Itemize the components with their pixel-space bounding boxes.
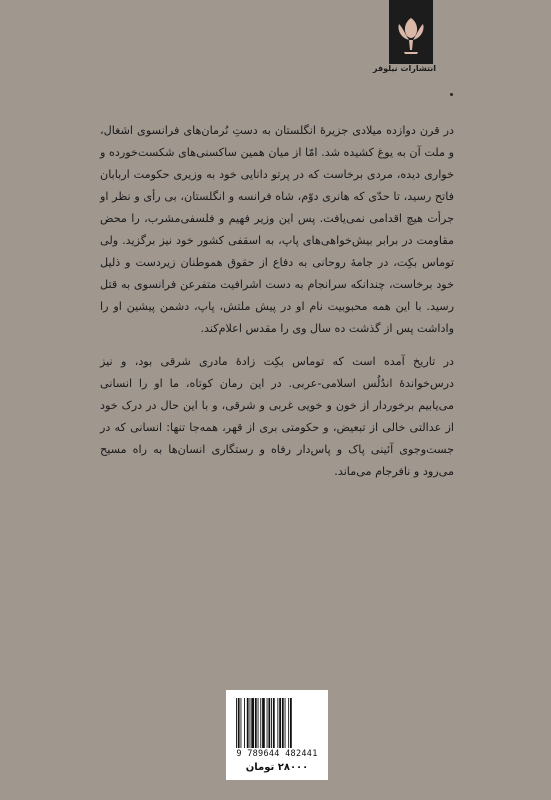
- barcode-icon: [234, 698, 320, 750]
- isbn-number: 9 789644 482441: [236, 749, 318, 759]
- blurb-text: [100, 120, 454, 483]
- blurb-paragraph-2: در تاریخ آمده است که توماس بکِت زادهٔ مادری شرقی بود، و نیز درس‌خواندهٔ اندُلُس اسلامی-عربی. در این رمان کوتاه، ما او را انسانی می‌یابیم برخوردار از خون و خویی غربی و شرقی، و با این حال در درک خود از عدالتی خالی از تبعیض، و حکومتی بری از قهر، همه‌جا تنها: انسانی که در جست‌وجوی آئینی پاک و پاس‌دار رفاه و رستگاری انسان‌ها به راه مسیح می‌رود و نافرجام می‌ماند.: [100, 355, 454, 478]
- lotus-logo-icon: [389, 0, 433, 64]
- publisher-name: انتشارات نیلوفر: [372, 64, 436, 73]
- blurb-paragraph-1: در قرن دوازده میلادی جزیرهٔ انگلستان به دستِ نُرمان‌های فرانسوی اشغال، و ملت آن به یوغ کشیده شد. امّا از میان همین ساکسنی‌های شکست‌خورده و خواری دیده، مردی برخاست که در پرتو دانایی خود به وزیری حکومت اربابان فاتح رسید، تا حدّی که هانری دوّم، شاه فرانسه و انگلستان، بی رأی و نظر او جرأت هیچ اقدامی نمی‌یافت. پس این وزیر فهیم و فلسفی‌مشرب، را محض مقاومت در برابر بیش‌خواهی‌های پاپ، به اسقفی کشور خود نیز برگزید. ولی توماس بکِت، در جامهٔ روحانی به دفاع از حقوق هموطنان زیردست و ذلیل خود برخاست، چندانکه سرانجام به دست اشرافیت متفرعن فرانسوی به قتل رسید. با این همه محبوبیت نام او در پیش ملتش، پاپ، دشمن پیشین او را واداشت پس از گذشت ده سال وی را مقدس اعلام‌کند.: [100, 124, 454, 335]
- price-label: ۲۸۰۰۰ تومان: [245, 762, 309, 773]
- publisher-logo: [389, 0, 433, 64]
- decorative-dot: [450, 93, 453, 96]
